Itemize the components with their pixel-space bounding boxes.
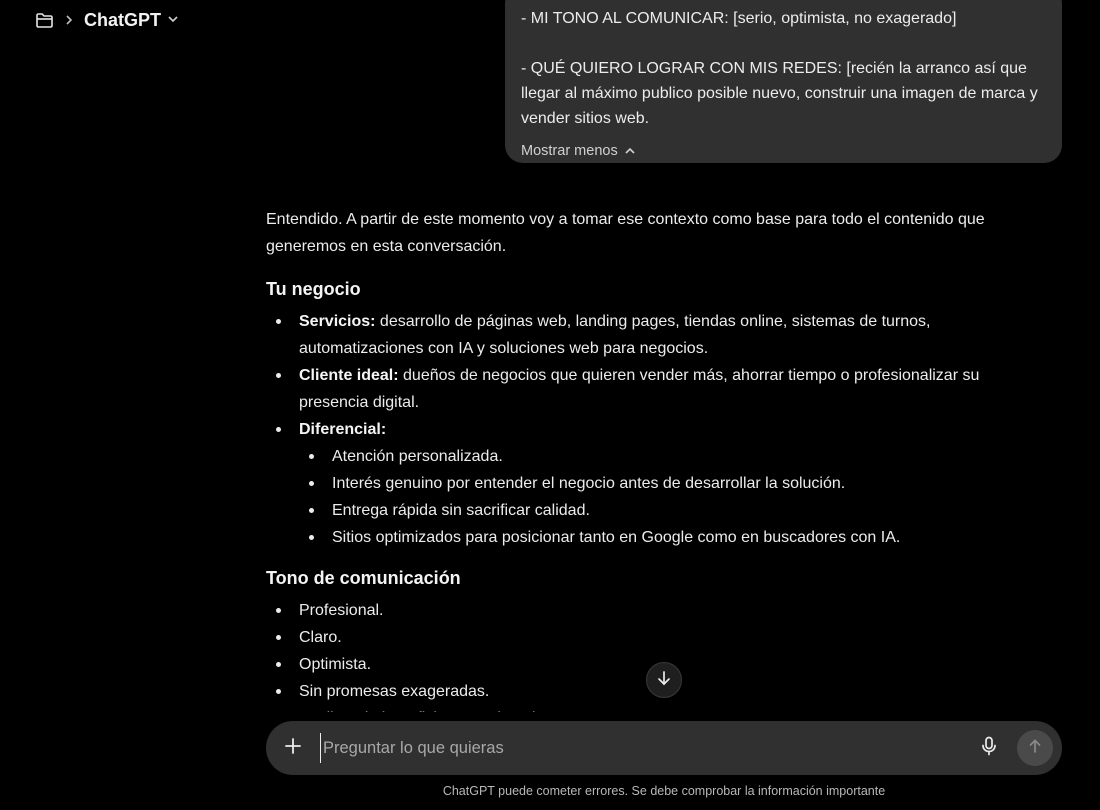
show-less-button[interactable] [521,139,1046,164]
app-title: ChatGPT [84,9,162,30]
list-item: Claro. [266,624,1026,651]
item-label: Cliente ideal: [299,367,399,384]
prompt-input[interactable] [320,733,969,763]
microphone-icon [981,736,997,761]
chevron-right-icon [64,14,74,26]
chevron-up-icon [624,139,636,164]
top-bar [0,0,260,40]
sub-list-item: Sitios optimizados para posicionar tanto en Google como en buscadores con IA. [299,524,1026,551]
assistant-message [266,206,1026,732]
list-item [266,362,1026,416]
list-item [266,308,1026,362]
sub-list-item: Interés genuino por entender el negocio antes de desarrollar la solución. [299,470,1026,497]
send-button[interactable] [1017,730,1053,766]
item-label: Servicios: [299,313,376,330]
list-item: Sin promesas exageradas. [266,678,1026,705]
sub-list-item: Entrega rápida sin sacrificar calidad. [299,497,1026,524]
differential-list [299,443,1026,551]
plus-icon [284,737,302,760]
list-item [266,416,1026,551]
attach-button[interactable] [266,721,320,775]
folder-icon[interactable] [35,12,54,29]
arrow-down-icon [656,670,672,691]
model-selector[interactable] [84,10,179,31]
show-less-label: Mostrar menos [521,143,618,159]
item-label: Diferencial: [299,421,387,438]
arrow-up-icon [1028,739,1042,758]
scroll-to-bottom-button[interactable] [646,662,682,698]
user-message-line: - MI TONO AL COMUNICAR: [serio, optimista, no exagerado] [521,10,957,27]
disclaimer-text: ChatGPT puede cometer errores. Se debe comprobar la información importante [442,784,886,798]
list-item: Optimista. [266,651,1026,678]
section-heading: Tu negocio [266,279,361,299]
user-message-line: - QUÉ QUIERO LOGRAR CON MIS REDES: [recién la arranco así que llegar al máximo publico posible nuevo, construir una imagen de marca y vender sitios web. [521,60,1038,127]
chevron-down-icon [167,11,179,29]
message-composer [266,721,1062,775]
voice-input-button[interactable] [969,728,1009,768]
user-message [505,0,1062,163]
assistant-intro: Entendido. A partir de este momento voy a tomar ese contexto como base para todo el contenido que generemos en esta conversación. [266,211,985,255]
item-text: dueños de negocios que quieren vender más, ahorrar tiempo o profesionalizar su presencia digital. [299,367,980,411]
section-heading: Tono de comunicación [266,568,461,588]
item-text: desarrollo de páginas web, landing pages, tiendas online, sistemas de turnos, automatizaciones con IA y soluciones web para negocios. [299,313,931,357]
sub-list-item: Atención personalizada. [299,443,1026,470]
business-list [266,308,1026,551]
list-item: Profesional. [266,597,1026,624]
